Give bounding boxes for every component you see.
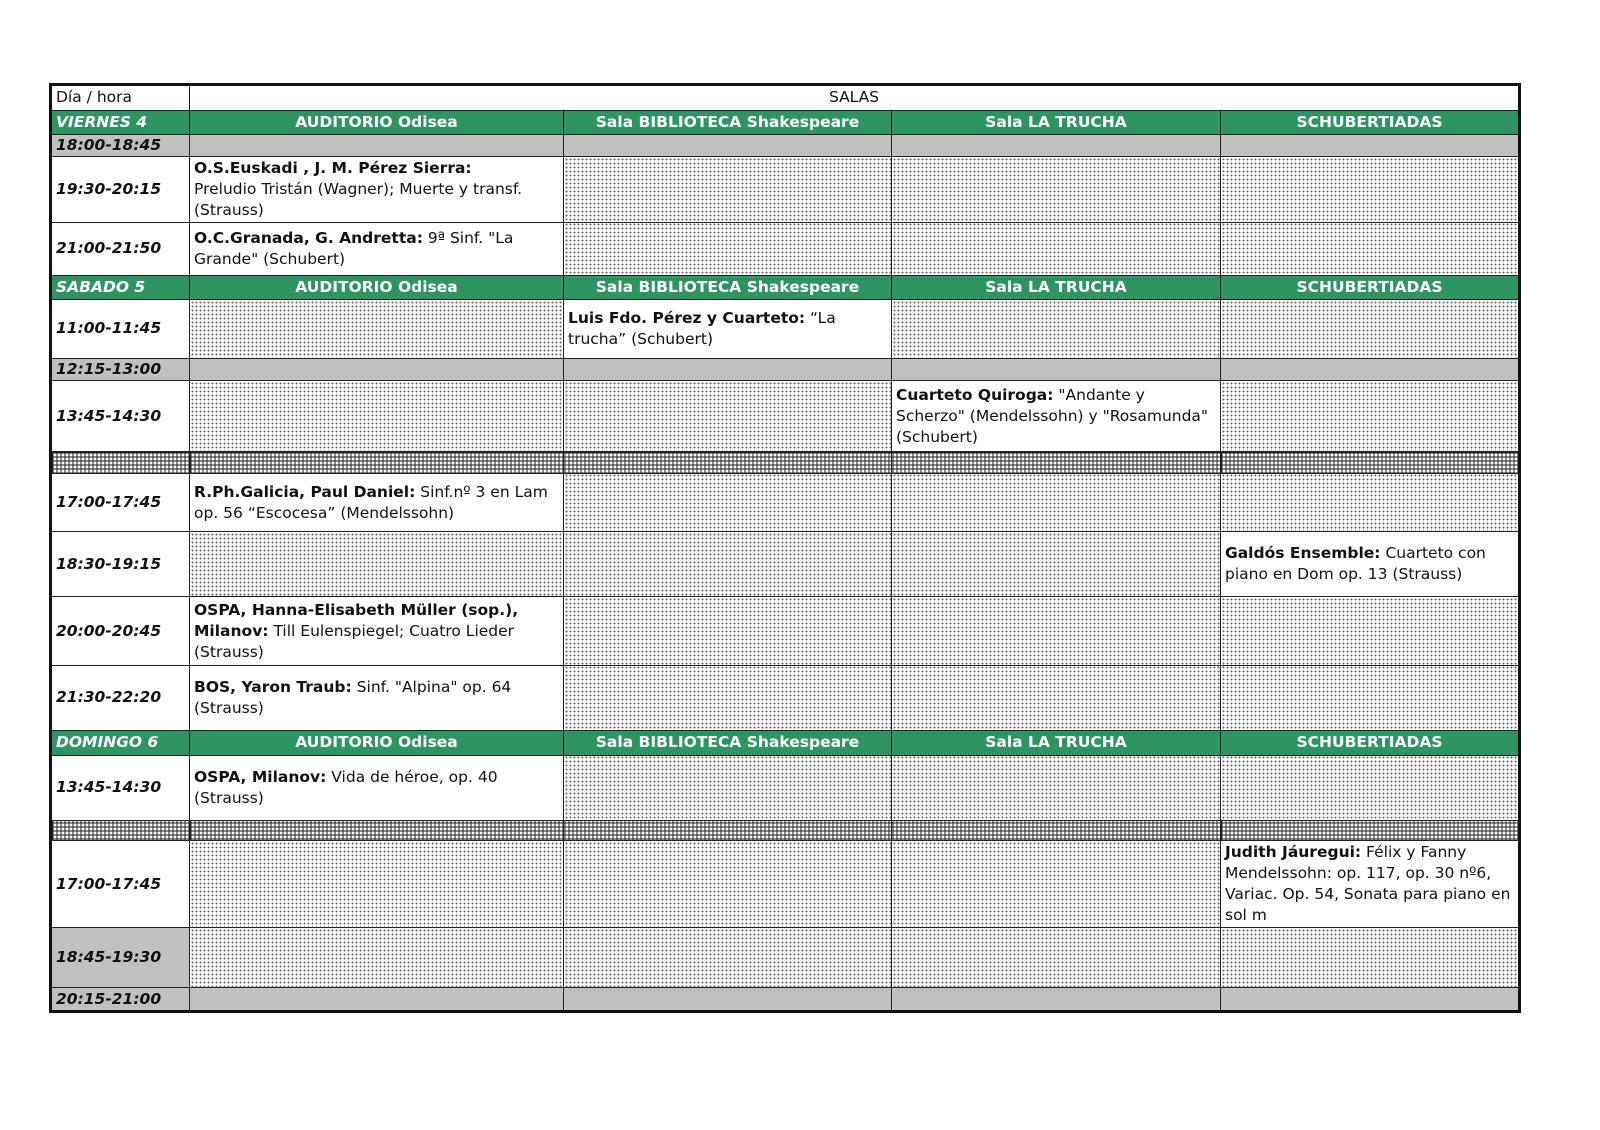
empty-cell bbox=[892, 928, 1221, 988]
empty-cell bbox=[1221, 597, 1520, 665]
empty-cell bbox=[892, 135, 1221, 157]
room-header: Sala BIBLIOTECA Shakespeare bbox=[564, 110, 892, 135]
program: Félix y Fanny Mendelssohn: op. 117, op. 30 nº6, Variac. Op. 54, Sonata para piano en sol m bbox=[1225, 843, 1511, 925]
empty-cell bbox=[190, 300, 564, 358]
break-cell bbox=[190, 820, 564, 840]
empty-cell bbox=[1221, 157, 1520, 222]
empty-cell bbox=[564, 841, 892, 928]
performers: OSPA, Milanov: bbox=[194, 767, 327, 786]
empty-cell bbox=[1221, 135, 1520, 157]
event-cell bbox=[1221, 532, 1520, 597]
day-label: VIERNES 4 bbox=[51, 110, 190, 135]
time-slot: 17:00-17:45 bbox=[51, 841, 190, 928]
performers: O.S.Euskadi , J. M. Pérez Sierra: bbox=[194, 159, 472, 178]
table-row bbox=[51, 222, 1520, 275]
program: Preludio Tristán (Wagner); Muerte y transf. (Strauss) bbox=[194, 180, 523, 220]
time-slot: 20:15-21:00 bbox=[51, 988, 190, 1012]
empty-cell bbox=[564, 532, 892, 597]
table-row bbox=[51, 135, 1520, 157]
empty-cell bbox=[892, 358, 1221, 380]
table-row bbox=[51, 597, 1520, 665]
empty-cell bbox=[564, 135, 892, 157]
empty-cell bbox=[892, 300, 1221, 358]
table-row bbox=[51, 381, 1520, 452]
day-header-row bbox=[51, 275, 1520, 300]
empty-cell bbox=[564, 665, 892, 730]
time-slot: 11:00-11:45 bbox=[51, 300, 190, 358]
time-slot: 18:30-19:15 bbox=[51, 532, 190, 597]
empty-cell bbox=[564, 755, 892, 820]
empty-cell bbox=[1221, 928, 1520, 988]
table-row bbox=[51, 988, 1520, 1012]
empty-cell bbox=[1221, 358, 1520, 380]
room-header: SCHUBERTIADAS bbox=[1221, 110, 1520, 135]
table-row bbox=[51, 300, 1520, 358]
performers: O.C.Granada, G. Andretta: bbox=[194, 228, 423, 247]
time-slot: 21:00-21:50 bbox=[51, 222, 190, 275]
empty-cell bbox=[190, 358, 564, 380]
room-header: Sala LA TRUCHA bbox=[892, 731, 1221, 756]
empty-cell bbox=[892, 988, 1221, 1012]
room-header: AUDITORIO Odisea bbox=[190, 731, 564, 756]
break-cell bbox=[564, 452, 892, 473]
performers: OSPA, Hanna-Elisabeth Müller (sop.), Milanov: bbox=[194, 600, 519, 640]
time-slot: 18:45-19:30 bbox=[51, 928, 190, 988]
program: “La trucha” (Schubert) bbox=[568, 308, 836, 348]
performers: Luis Fdo. Pérez y Cuarteto: bbox=[568, 308, 806, 327]
empty-cell bbox=[892, 473, 1221, 531]
table-row bbox=[51, 358, 1520, 380]
break-cell bbox=[1221, 452, 1520, 473]
table-header-row bbox=[51, 85, 1520, 111]
event-cell bbox=[1221, 841, 1520, 928]
time-slot: 17:00-17:45 bbox=[51, 473, 190, 531]
schedule-table bbox=[49, 83, 1521, 1013]
empty-cell bbox=[190, 988, 564, 1012]
empty-cell bbox=[1221, 381, 1520, 452]
break-cell bbox=[190, 452, 564, 473]
break-row bbox=[51, 820, 1520, 840]
day-label: SABADO 5 bbox=[51, 275, 190, 300]
event-cell bbox=[190, 157, 564, 222]
program: 9ª Sinf. "La Grande" (Schubert) bbox=[194, 228, 514, 268]
event-cell bbox=[190, 473, 564, 531]
empty-cell bbox=[564, 988, 892, 1012]
empty-cell bbox=[190, 532, 564, 597]
time-slot: 21:30-22:20 bbox=[51, 665, 190, 730]
time-slot: 18:00-18:45 bbox=[51, 135, 190, 157]
empty-cell bbox=[1221, 222, 1520, 275]
room-header: SCHUBERTIADAS bbox=[1221, 731, 1520, 756]
room-header: Sala BIBLIOTECA Shakespeare bbox=[564, 731, 892, 756]
empty-cell bbox=[892, 755, 1221, 820]
event-cell bbox=[190, 222, 564, 275]
event-cell bbox=[190, 597, 564, 665]
break-cell bbox=[51, 820, 190, 840]
program: Vida de héroe, op. 40 (Strauss) bbox=[194, 767, 498, 807]
room-header: SCHUBERTIADAS bbox=[1221, 275, 1520, 300]
break-cell bbox=[1221, 820, 1520, 840]
empty-cell bbox=[190, 135, 564, 157]
performers: Galdós Ensemble: bbox=[1225, 544, 1381, 563]
time-slot: 19:30-20:15 bbox=[51, 157, 190, 222]
empty-cell bbox=[1221, 665, 1520, 730]
empty-cell bbox=[564, 157, 892, 222]
table-row bbox=[51, 532, 1520, 597]
room-header: Sala BIBLIOTECA Shakespeare bbox=[564, 275, 892, 300]
empty-cell bbox=[892, 157, 1221, 222]
time-slot: 20:00-20:45 bbox=[51, 597, 190, 665]
break-row bbox=[51, 452, 1520, 473]
room-header: AUDITORIO Odisea bbox=[190, 275, 564, 300]
salas-title: SALAS bbox=[190, 85, 1520, 111]
empty-cell bbox=[892, 665, 1221, 730]
performers: Judith Jáuregui: bbox=[1225, 843, 1362, 862]
room-header: Sala LA TRUCHA bbox=[892, 110, 1221, 135]
table-row bbox=[51, 157, 1520, 222]
time-slot: 12:15-13:00 bbox=[51, 358, 190, 380]
break-cell bbox=[51, 452, 190, 473]
empty-cell bbox=[892, 841, 1221, 928]
room-header: AUDITORIO Odisea bbox=[190, 110, 564, 135]
event-cell bbox=[564, 300, 892, 358]
empty-cell bbox=[190, 381, 564, 452]
day-label: DOMINGO 6 bbox=[51, 731, 190, 756]
empty-cell bbox=[892, 597, 1221, 665]
day-header-row bbox=[51, 731, 1520, 756]
program: Sinf. "Alpina" op. 64 (Strauss) bbox=[194, 677, 512, 717]
empty-cell bbox=[1221, 473, 1520, 531]
break-cell bbox=[892, 820, 1221, 840]
empty-cell bbox=[564, 381, 892, 452]
table-row bbox=[51, 841, 1520, 928]
empty-cell bbox=[190, 928, 564, 988]
event-cell bbox=[190, 755, 564, 820]
room-header: Sala LA TRUCHA bbox=[892, 275, 1221, 300]
corner-label: Día / hora bbox=[51, 85, 190, 111]
table-row bbox=[51, 928, 1520, 988]
table-row bbox=[51, 665, 1520, 730]
day-header-row bbox=[51, 110, 1520, 135]
empty-cell bbox=[564, 928, 892, 988]
empty-cell bbox=[1221, 300, 1520, 358]
empty-cell bbox=[564, 597, 892, 665]
program: Sinf.nº 3 en Lam op. 56 “Escocesa” (Mendelssohn) bbox=[194, 482, 548, 522]
table-row bbox=[51, 755, 1520, 820]
empty-cell bbox=[892, 222, 1221, 275]
program: Cuarteto con piano en Dom op. 13 (Strauss) bbox=[1225, 544, 1486, 584]
performers: R.Ph.Galicia, Paul Daniel: bbox=[194, 482, 416, 501]
empty-cell bbox=[564, 473, 892, 531]
break-cell bbox=[564, 820, 892, 840]
empty-cell bbox=[892, 532, 1221, 597]
program: "Andante y Scherzo" (Mendelssohn) y "Rosamunda" (Schubert) bbox=[896, 385, 1209, 446]
program: Till Eulenspiegel; Cuatro Lieder (Strauss) bbox=[194, 621, 515, 661]
performers: BOS, Yaron Traub: bbox=[194, 677, 352, 696]
empty-cell bbox=[190, 841, 564, 928]
empty-cell bbox=[1221, 755, 1520, 820]
empty-cell bbox=[1221, 988, 1520, 1012]
event-cell bbox=[190, 665, 564, 730]
performers: Cuarteto Quiroga: bbox=[896, 385, 1054, 404]
time-slot: 13:45-14:30 bbox=[51, 381, 190, 452]
time-slot: 13:45-14:30 bbox=[51, 755, 190, 820]
break-cell bbox=[892, 452, 1221, 473]
empty-cell bbox=[564, 358, 892, 380]
event-cell bbox=[892, 381, 1221, 452]
empty-cell bbox=[564, 222, 892, 275]
table-row bbox=[51, 473, 1520, 531]
